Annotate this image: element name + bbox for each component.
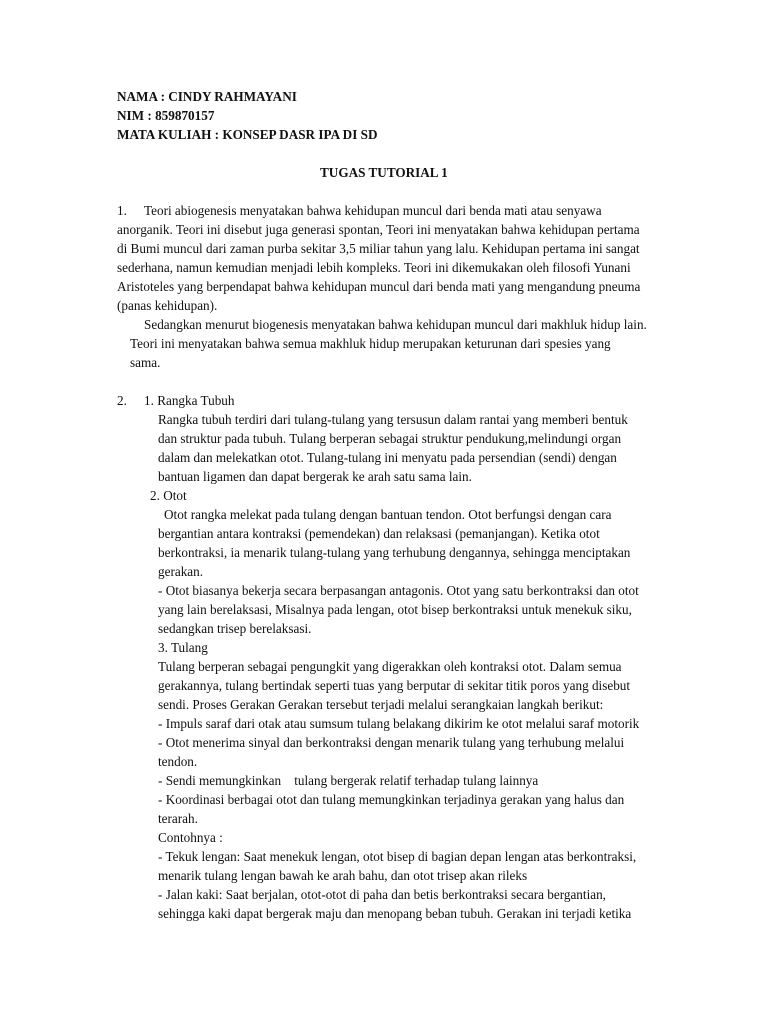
section-1-number: 1. (117, 203, 127, 218)
subheading-rangka-tubuh: 1. Rangka Tubuh (144, 393, 235, 408)
paragraph-line: bantuan ligamen dan dapat bergerak ke arah satu sama lain. (158, 469, 472, 484)
paragraph-line: sendi. Proses Gerakan Gerakan tersebut terjadi melalui serangkaian langkah berikut: (158, 697, 604, 712)
paragraph-line: - Sendi memungkinkan tulang bergerak relatif terhadap tulang lainnya (158, 773, 539, 788)
paragraph-line: Contohnya : (158, 830, 223, 845)
paragraph-line: sama. (130, 355, 161, 370)
paragraph-line: Aristoteles yang berpendapat bahwa kehidupan muncul dari benda mati yang mengandung pneuma (117, 279, 641, 294)
student-name: NAMA : CINDY RAHMAYANI (117, 89, 297, 104)
page-title: TUGAS TUTORIAL 1 (320, 165, 448, 180)
subheading-tulang: 3. Tulang (158, 640, 208, 655)
paragraph-line: - Jalan kaki: Saat berjalan, otot-otot di paha dan betis berkontraksi secara bergantian, (158, 887, 606, 902)
paragraph-line: Sedangkan menurut biogenesis menyatakan bahwa kehidupan muncul dari makhluk hidup lain. (144, 317, 647, 332)
paragraph-line: berkontraksi, ia menarik tulang-tulang yang terhubung dengannya, sehingga menciptakan (158, 545, 631, 560)
paragraph-line: sedangkan trisep berelaksasi. (158, 621, 312, 636)
paragraph-line: menarik tulang lengan bawah ke arah bahu, dan otot trisep akan rileks (158, 868, 528, 883)
paragraph-line: dalam dan melekatkan otot. Tulang-tulang ini menyatu pada persendian (sendi) dengan (158, 450, 617, 465)
paragraph-line: bergantian antara kontraksi (pemendekan) dan relaksasi (pemanjangan). Ketika otot (158, 526, 600, 541)
paragraph-line: di Bumi muncul dari zaman purba sekitar 3,5 miliar tahun yang lalu. Kehidupan pertama ini sangat (117, 241, 640, 256)
paragraph-line: tendon. (158, 754, 198, 769)
paragraph-line: - Otot menerima sinyal dan berkontraksi dengan menarik tulang yang terhubung melalui (158, 735, 625, 750)
paragraph-line: yang lain berelaksasi, Misalnya pada lengan, otot bisep berkontraksi untuk menekuk siku, (158, 602, 632, 617)
paragraph-line: Tulang berperan sebagai pengungkit yang digerakkan oleh kontraksi otot. Dalam semua (158, 659, 622, 674)
paragraph-line: sederhana, namun kemudian menjadi lebih kompleks. Teori ini dikemukakan oleh filosofi Yunani (117, 260, 631, 275)
paragraph-line: - Tekuk lengan: Saat menekuk lengan, otot bisep di bagian depan lengan atas berkontraksi, (158, 849, 637, 864)
paragraph-line: - Otot biasanya bekerja secara berpasangan antagonis. Otot yang satu berkontraksi dan otot (158, 583, 639, 598)
paragraph-line: Teori abiogenesis menyatakan bahwa kehidupan muncul dari benda mati atau senyawa (144, 203, 602, 218)
paragraph-line: anorganik. Teori ini disebut juga generasi spontan, Teori ini menyatakan bahwa kehidupan pertama (117, 222, 640, 237)
paragraph-line: gerakan. (158, 564, 204, 579)
paragraph-line: - Impuls saraf dari otak atau sumsum tulang belakang dikirim ke otot melalui saraf motorik (158, 716, 640, 731)
course-name: MATA KULIAH : KONSEP DASR IPA DI SD (117, 127, 378, 142)
paragraph-line: Teori ini menyatakan bahwa semua makhluk hidup merupakan keturunan dari spesies yang (130, 336, 611, 351)
paragraph-line: terarah. (158, 811, 198, 826)
section-2-number: 2. (117, 393, 127, 408)
subheading-otot: 2. Otot (150, 488, 187, 503)
paragraph-line: gerakannya, tulang bertindak seperti tuas yang berputar di sekitar titik poros yang disebut (158, 678, 631, 693)
paragraph-line: - Koordinasi berbagai otot dan tulang memungkinkan terjadinya gerakan yang halus dan (158, 792, 625, 807)
paragraph-line: sehingga kaki dapat bergerak maju dan menopang beban tubuh. Gerakan ini terjadi ketika (158, 906, 632, 921)
student-nim: NIM : 859870157 (117, 108, 215, 123)
paragraph-line: Otot rangka melekat pada tulang dengan bantuan tendon. Otot berfungsi dengan cara (164, 507, 612, 522)
paragraph-line: (panas kehidupan). (117, 298, 218, 313)
paragraph-line: Rangka tubuh terdiri dari tulang-tulang yang tersusun dalam rantai yang memberi bentuk (158, 412, 628, 427)
paragraph-line: dan struktur pada tubuh. Tulang berperan sebagai struktur pendukung,melindungi organ (158, 431, 622, 446)
